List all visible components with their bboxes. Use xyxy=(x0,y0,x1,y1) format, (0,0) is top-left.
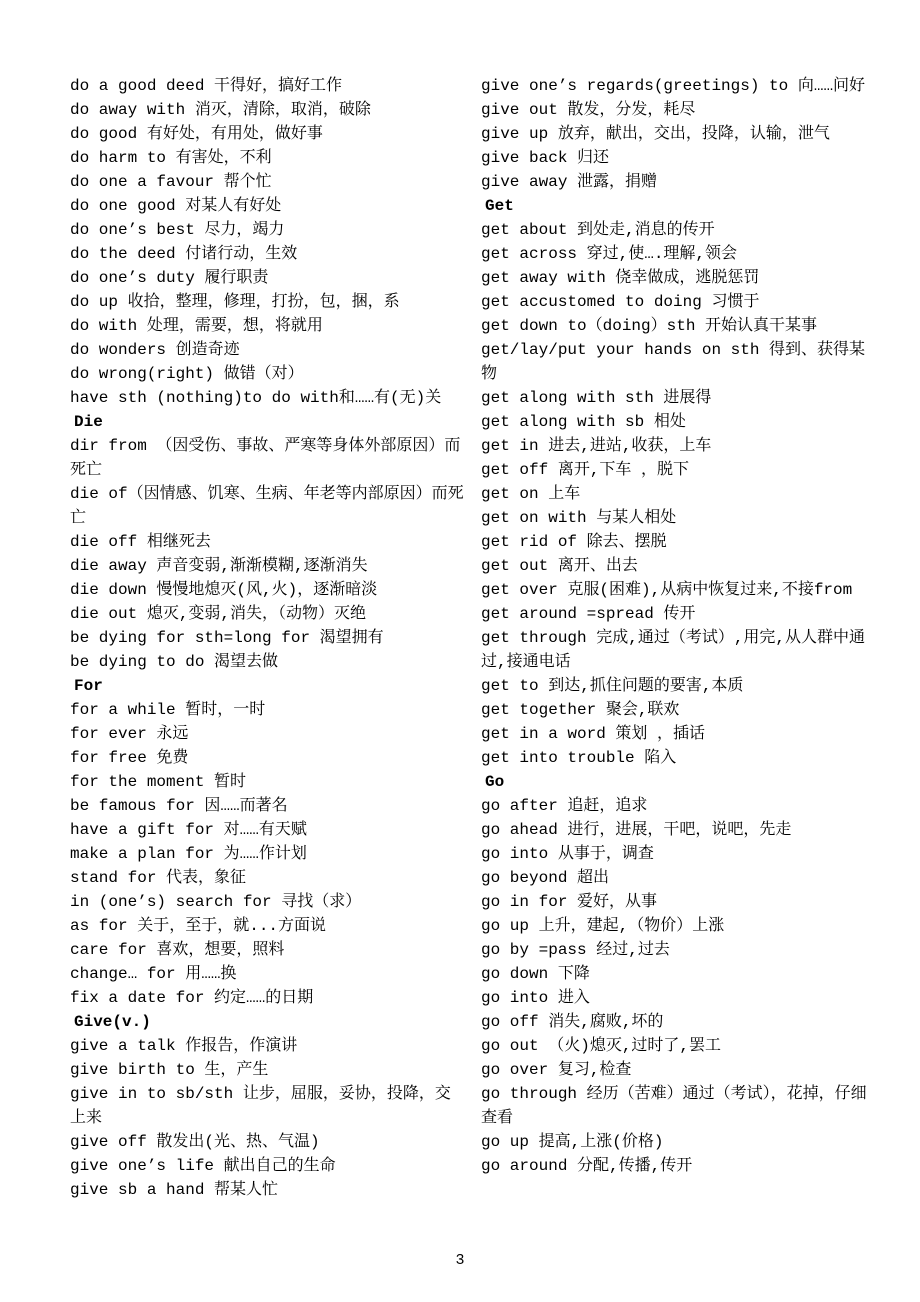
phrase-entry: do one’s best 尽力，竭力 xyxy=(70,221,285,239)
phrase-entry: give sb a hand 帮某人忙 xyxy=(70,1181,279,1199)
phrase-entry: change… for 用……换 xyxy=(70,965,237,983)
phrase-entry: do the deed 付诸行动，生效 xyxy=(70,245,298,263)
phrase-entry: go down 下降 xyxy=(481,965,590,983)
phrase-entry: get through 完成,通过（考试）,用完,从人群中通过,接通电话 xyxy=(481,629,866,671)
text-column-right xyxy=(481,74,875,1202)
phrase-entry: do one’s duty 履行职责 xyxy=(70,269,269,287)
phrase-entry: do with 处理，需要，想，将就用 xyxy=(70,317,323,335)
phrase-entry: give a talk 作报告，作演讲 xyxy=(70,1037,298,1055)
phrase-entry: go over 复习,检查 xyxy=(481,1061,632,1079)
phrase-entry: be famous for 因……而著名 xyxy=(70,797,288,815)
section-heading: For xyxy=(74,677,103,695)
phrase-entry: get across 穿过,使….理解,领会 xyxy=(481,245,738,263)
phrase-entry: go off 消失,腐败,坏的 xyxy=(481,1013,664,1031)
phrase-entry: go through 经历（苦难）通过（考试），花掉，仔细查看 xyxy=(481,1085,867,1127)
phrase-entry: have sth (nothing)to do with和……有(无)关 xyxy=(70,389,442,407)
phrase-entry: do wonders 创造奇迹 xyxy=(70,341,240,359)
phrase-entry: go in for 爱好，从事 xyxy=(481,893,658,911)
phrase-entry: do a good deed 干得好，搞好工作 xyxy=(70,77,343,95)
phrase-entry: do good 有好处，有用处，做好事 xyxy=(70,125,323,143)
phrase-entry: for free 免费 xyxy=(70,749,189,767)
phrase-entry: fix a date for 约定……的日期 xyxy=(70,989,314,1007)
phrase-entry: do up 收拾，整理，修理，打扮，包，捆，系 xyxy=(70,293,400,311)
phrase-entry: get to 到达,抓住问题的要害,本质 xyxy=(481,677,744,695)
phrase-entry: dir from （因受伤、事故、严寒等身体外部原因）而死亡 xyxy=(70,437,461,479)
phrase-entry: give out 散发，分发，耗尽 xyxy=(481,101,696,119)
phrase-entry: do one a favour 帮个忙 xyxy=(70,173,272,191)
phrase-entry: for ever 永远 xyxy=(70,725,189,743)
phrase-entry: as for 关于，至于，就...方面说 xyxy=(70,917,327,935)
phrase-entry: die off 相继死去 xyxy=(70,533,211,551)
phrase-entry: stand for 代表，象征 xyxy=(70,869,247,887)
phrase-entry: give up 放弃，献出，交出，投降，认输，泄气 xyxy=(481,125,830,143)
phrase-entry: do harm to 有害处，不利 xyxy=(70,149,272,167)
phrase-entry: get along with sb 相处 xyxy=(481,413,686,431)
phrase-entry: give away 泄露，捐赠 xyxy=(481,173,658,191)
phrase-entry: give back 归还 xyxy=(481,149,610,167)
phrase-entry: give one’s life 献出自己的生命 xyxy=(70,1157,336,1175)
phrase-entry: get into trouble 陷入 xyxy=(481,749,677,767)
phrase-entry: in (one’s) search for 寻找（求） xyxy=(70,893,362,911)
phrase-entry: get down to（doing）sth 开始认真干某事 xyxy=(481,317,818,335)
phrase-entry: die out 熄灭,变弱,消失，（动物）灭绝 xyxy=(70,605,367,623)
phrase-entry: get rid of 除去、摆脱 xyxy=(481,533,667,551)
phrase-entry: go out （火)熄灭,过时了,罢工 xyxy=(481,1037,722,1055)
phrase-entry: get accustomed to doing 习惯于 xyxy=(481,293,760,311)
phrase-entry: go into 进入 xyxy=(481,989,590,1007)
phrase-entry: for the moment 暂时 xyxy=(70,773,247,791)
text-body xyxy=(70,74,875,1202)
phrase-entry: go by =pass 经过,过去 xyxy=(481,941,670,959)
phrase-entry: give one’s regards(greetings) to 向……问好 xyxy=(481,77,866,95)
phrase-entry: care for 喜欢，想要，照料 xyxy=(70,941,285,959)
phrase-entry: give birth to 生，产生 xyxy=(70,1061,269,1079)
phrase-entry: get on 上车 xyxy=(481,485,581,503)
phrase-entry: make a plan for 为……作计划 xyxy=(70,845,307,863)
phrase-entry: for a while 暂时，一时 xyxy=(70,701,266,719)
phrase-entry: go after 追赶，追求 xyxy=(481,797,648,815)
phrase-entry: get in 进去,进站,收获，上车 xyxy=(481,437,712,455)
phrase-entry: give off 散发出(光、热、气温) xyxy=(70,1133,320,1151)
phrase-entry: get out 离开、出去 xyxy=(481,557,638,575)
page-number: 3 xyxy=(455,1252,465,1269)
phrase-entry: get on with 与某人相处 xyxy=(481,509,677,527)
phrase-entry: go around 分配,传播,传开 xyxy=(481,1157,693,1175)
phrase-entry: go up 上升，建起,（物价）上涨 xyxy=(481,917,725,935)
phrase-entry: die down 慢慢地熄灭(风,火)，逐渐暗淡 xyxy=(70,581,378,599)
phrase-entry: do one good 对某人有好处 xyxy=(70,197,282,215)
phrase-entry: be dying to do 渴望去做 xyxy=(70,653,279,671)
text-column-left xyxy=(70,74,464,1202)
section-heading: Get xyxy=(485,197,514,215)
phrase-entry: have a gift for 对……有天赋 xyxy=(70,821,307,839)
phrase-entry: get off 离开,下车 ，脱下 xyxy=(481,461,690,479)
phrase-entry: do away with 消灭，清除，取消，破除 xyxy=(70,101,371,119)
section-heading: Die xyxy=(74,413,103,431)
phrase-entry: go beyond 超出 xyxy=(481,869,610,887)
phrase-entry: get along with sth 进展得 xyxy=(481,389,712,407)
phrase-entry: get together 聚会,联欢 xyxy=(481,701,680,719)
phrase-entry: be dying for sth=long for 渴望拥有 xyxy=(70,629,384,647)
phrase-entry: get in a word 策划 ，插话 xyxy=(481,725,706,743)
phrase-entry: go into 从事于，调查 xyxy=(481,845,654,863)
phrase-entry: get/lay/put your hands on sth 得到、获得某物 xyxy=(481,341,866,383)
section-heading: Go xyxy=(485,773,505,791)
phrase-entry: get away with 侥幸做成，逃脱惩罚 xyxy=(481,269,760,287)
phrase-entry: do wrong(right) 做错（对） xyxy=(70,365,304,383)
phrase-entry: get over 克服(困难),从病中恢复过来,不接from xyxy=(481,581,853,599)
phrase-entry: go up 提高,上涨(价格) xyxy=(481,1133,664,1151)
phrase-entry: get about 到处走,消息的传开 xyxy=(481,221,715,239)
phrase-entry: die of（因情感、饥寒、生病、年老等内部原因）而死亡 xyxy=(70,485,464,527)
phrase-entry: die away 声音变弱,渐渐模糊,逐渐消失 xyxy=(70,557,368,575)
section-heading: Give(v.) xyxy=(74,1013,151,1031)
phrase-entry: go ahead 进行，进展，干吧，说吧，先走 xyxy=(481,821,792,839)
phrase-entry: give in to sb/sth 让步，屈服，妥协，投降，交上来 xyxy=(70,1085,451,1127)
phrase-entry: get around =spread 传开 xyxy=(481,605,696,623)
